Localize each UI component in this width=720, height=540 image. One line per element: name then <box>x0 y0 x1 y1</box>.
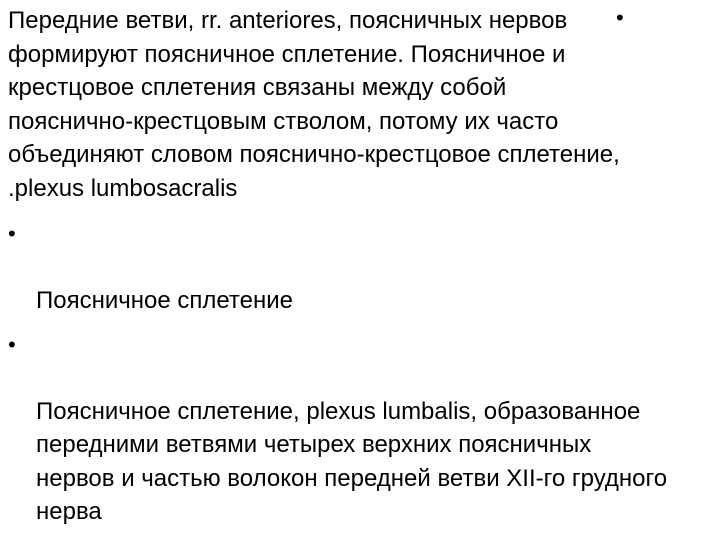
bullet-marker: • <box>8 221 16 246</box>
top-bullet-marker: • <box>616 5 624 30</box>
intro-paragraph: Передние ветви, rr. anteriores, поясничных нервов формируют поясничное сплетение. Поясничное и крестцовое сплетения связаны между собой пояснично-крестцовым стволом, потому их часто объединяют словом пояснично-крестцовое сплетение, .plexus lumbosacralis <box>8 7 620 202</box>
bullet-item-lumbar-plexus-heading <box>8 217 714 318</box>
slide-text-block <box>8 4 714 529</box>
bullet-text: Поясничное сплетение, plexus lumbalis, образованное передними ветвями четырех верхних поясничных нервов и частью волокон передней ветви XII-го грудного нерва <box>36 397 668 525</box>
bullet-marker: • <box>8 331 16 357</box>
bullet-item-lumbar-plexus-description <box>8 328 714 529</box>
bullet-text: Поясничное сплетение <box>36 287 294 314</box>
